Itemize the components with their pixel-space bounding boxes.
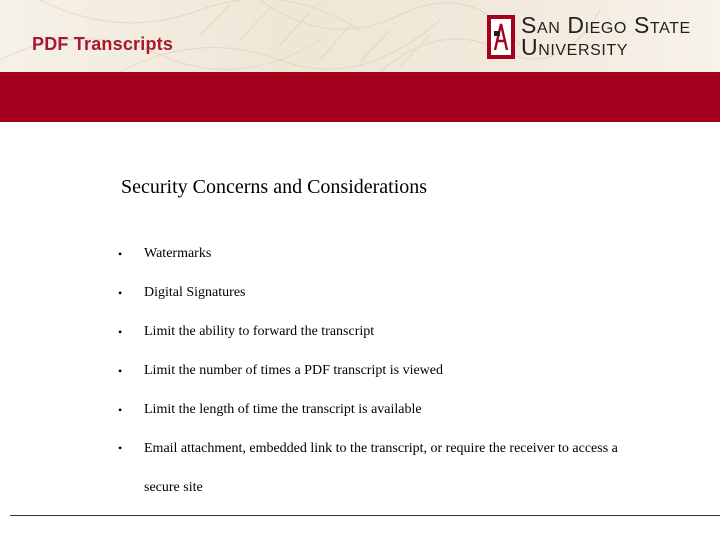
logo-line-1: San Diego State bbox=[521, 12, 691, 38]
list-item bbox=[116, 244, 654, 264]
bullet-dot: • bbox=[118, 325, 123, 339]
bottom-divider bbox=[10, 515, 720, 516]
list-item bbox=[116, 322, 654, 342]
bullet-dot: • bbox=[118, 247, 123, 261]
list-item-text: Email attachment, embedded link to the transcript, or require the receiver to access a secure site bbox=[144, 441, 618, 495]
list-item bbox=[116, 429, 654, 507]
list-item-text: Limit the length of time the transcript is available bbox=[144, 402, 422, 417]
sdsu-logo bbox=[485, 14, 710, 60]
list-item-text: Limit the number of times a PDF transcript is viewed bbox=[144, 363, 444, 378]
slide-header bbox=[0, 0, 720, 72]
accent-band bbox=[0, 72, 720, 122]
bullet-dot: • bbox=[118, 286, 123, 300]
list-item-text: Digital Signatures bbox=[144, 285, 246, 300]
sdsu-wordmark bbox=[521, 14, 691, 58]
list-item bbox=[116, 283, 654, 303]
slide-title: PDF Transcripts bbox=[32, 34, 174, 54]
list-item-text: Limit the ability to forward the transcript bbox=[144, 324, 375, 339]
list-item-text: Watermarks bbox=[144, 246, 212, 261]
bullet-dot: • bbox=[118, 403, 123, 417]
list-item bbox=[116, 361, 654, 381]
bullet-dot: • bbox=[118, 441, 123, 455]
list-item bbox=[116, 400, 654, 420]
content-heading: Security Concerns and Considerations bbox=[121, 176, 428, 198]
logo-line-2: University bbox=[521, 34, 629, 60]
bullet-dot: • bbox=[118, 364, 123, 378]
sdsu-shield-icon bbox=[485, 14, 517, 60]
bullet-list bbox=[116, 244, 654, 526]
